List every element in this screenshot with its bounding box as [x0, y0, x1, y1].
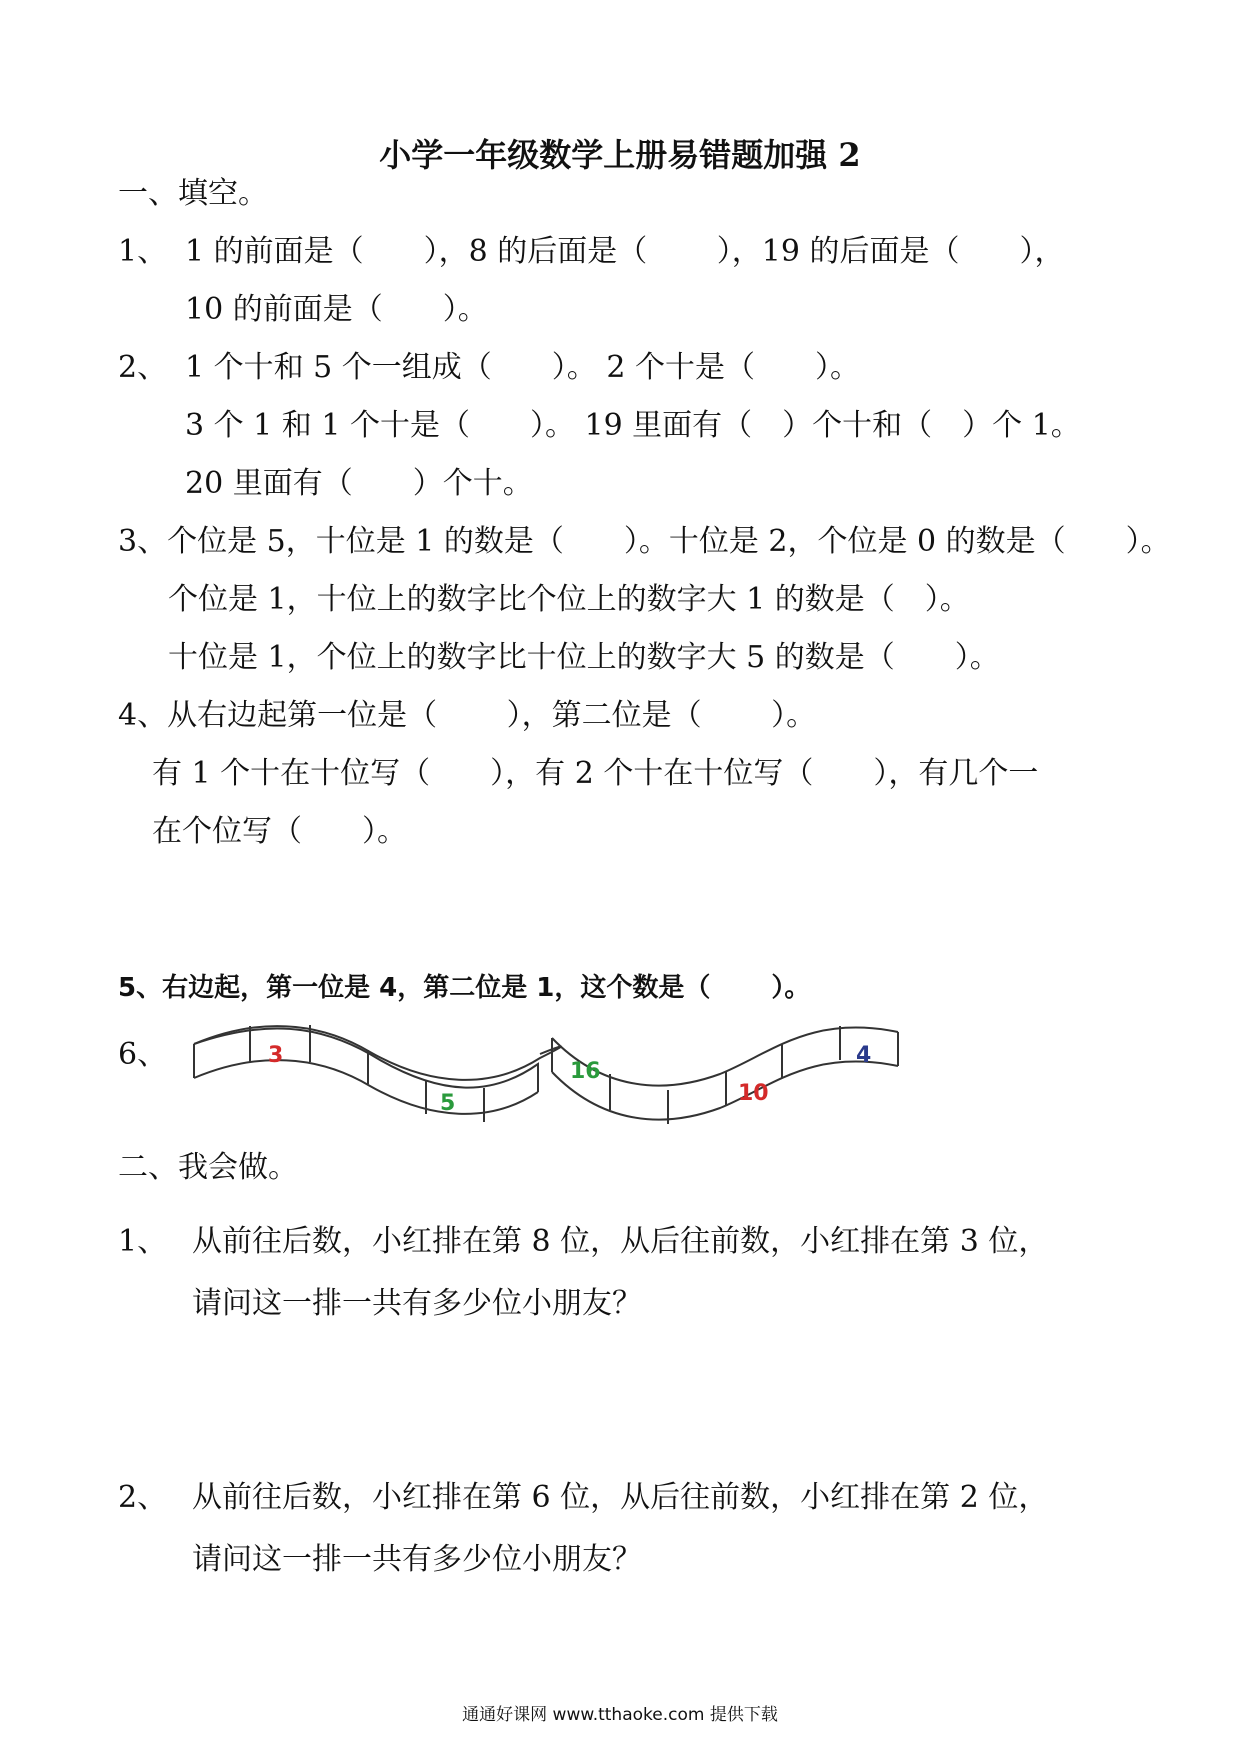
- number-strips: [190, 1018, 910, 1128]
- q2-line1: 1 个十和 5 个一组成（ ）。 2 个十是（ ）。: [185, 350, 860, 385]
- q3-line1: 3、个位是 5，十位是 1 的数是（ ）。十位是 2，个位是 0 的数是（ ）。: [118, 524, 1171, 559]
- q3-line3: 十位是 1，个位上的数字比十位上的数字大 5 的数是（ ）。: [168, 640, 1000, 675]
- q2-line3: 20 里面有（ ）个十。: [185, 466, 533, 501]
- s2-q2-number: 2、: [118, 1480, 168, 1515]
- q2-number: 2、: [118, 350, 168, 385]
- section2-heading: 二、我会做。: [118, 1150, 298, 1185]
- s2-q2-line2: 请问这一排一共有多少位小朋友？: [192, 1542, 642, 1577]
- q3-line2: 个位是 1，十位上的数字比个位上的数字大 1 的数是（ ）。: [168, 582, 970, 617]
- q6-number: 6、: [118, 1037, 168, 1072]
- s2-q2-line1: 从前往后数，小红排在第 6 位，从后往前数，小红排在第 2 位，: [192, 1480, 1049, 1515]
- strip2-number-10: 10: [738, 1081, 769, 1106]
- strip1-number-3: 3: [268, 1043, 284, 1068]
- s2-q1-line1: 从前往后数，小红排在第 8 位，从后往前数，小红排在第 3 位，: [192, 1224, 1049, 1259]
- q2-line2: 3 个 1 和 1 个十是（ ）。 19 里面有（ ）个十和（ ）个 1。: [185, 408, 1081, 443]
- s2-q1-line2: 请问这一排一共有多少位小朋友？: [192, 1286, 642, 1321]
- q1-number: 1、: [118, 234, 168, 269]
- q1-line2: 10 的前面是（ ）。: [185, 292, 488, 327]
- strip2-number-16: 16: [570, 1059, 601, 1084]
- q5-text: 5、右边起，第一位是 4，第二位是 1，这个数是（ ）。: [118, 973, 811, 1003]
- s2-q1-number: 1、: [118, 1224, 168, 1259]
- q4-line3: 在个位写（ ）。: [152, 814, 407, 849]
- strip1-number-5: 5: [440, 1091, 456, 1116]
- strip2-number-4: 4: [856, 1043, 872, 1068]
- section1-heading: 一、填空。: [118, 176, 268, 211]
- page-title: 小学一年级数学上册易错题加强 2: [379, 136, 861, 174]
- q4-line2: 有 1 个十在十位写（ ），有 2 个十在十位写（ ），有几个一: [152, 756, 1039, 791]
- footer-credit: 通通好课网 www.tthaoke.com 提供下载: [462, 1705, 778, 1725]
- q1-line1: 1 的前面是（ ），8 的后面是（ ），19 的后面是（ ），: [185, 234, 1065, 269]
- q4-line1: 4、从右边起第一位是（ ），第二位是（ ）。: [118, 698, 817, 733]
